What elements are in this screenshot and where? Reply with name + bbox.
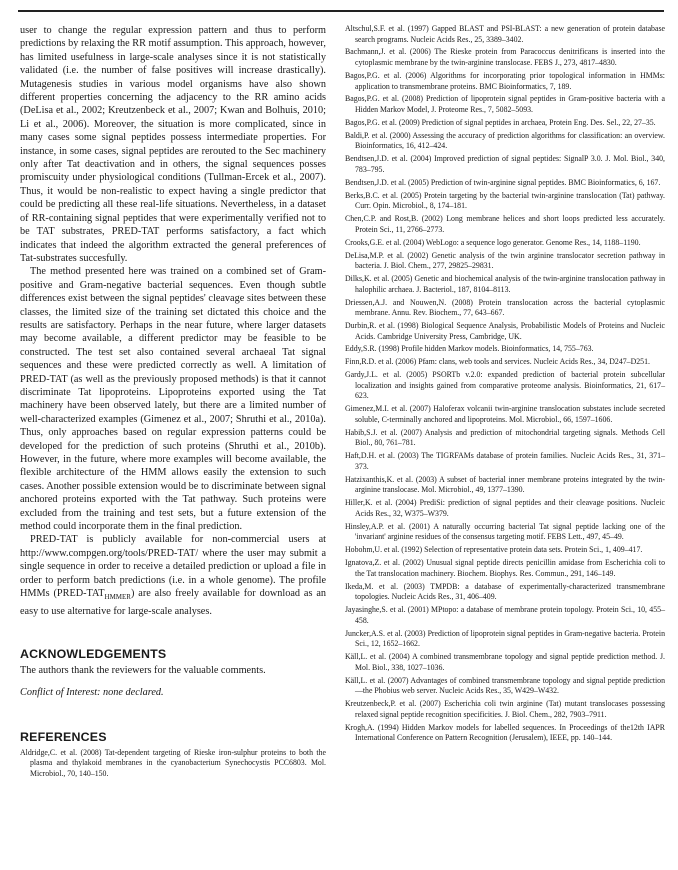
reference-entry: Bagos,P.G. et al. (2008) Prediction of lipoprotein signal peptides in Gram-positive bacteria with a Hidden Markov Model, J. Proteome Res., 7, 5082–5093.	[345, 94, 665, 115]
reference-entry: Bachmann,J. et al. (2006) The Rieske protein from Paracoccus denitrificans is inserted into the cytoplasmic membrane by the twin-arginine translocase. FEBS J., 273, 4817–4830.	[345, 47, 665, 68]
reference-entry: Berks,B.C. et al. (2005) Protein targeting by the bacterial twin-arginine translocation (Tat) pathway. Curr. Opin. Microbiol., 8, 174–181.	[345, 190, 665, 211]
availability-text-after: ) are also freely available for download as an easy to use alternative for large-scale analyses.	[20, 588, 326, 617]
reference-entry: Gardy,J.L. et al. (2005) PSORTb v.2.0: expanded prediction of bacterial protein subcellular localization and insights gained from comparative proteome analysis. Bioinformatics, 21, 617–623.	[345, 370, 665, 401]
reference-entry: Hiller,K. et al. (2004) PrediSi: prediction of signal peptides and their cleavage positions. Nucleic Acids Res., 32, W375–W379.	[345, 498, 665, 518]
acknowledgements-text: The authors thank the reviewers for the valuable comments.	[20, 664, 266, 676]
reference-entry: Käll,L. et al. (2007) Advantages of combined transmembrane topology and signal peptide prediction—the Phobius web server. Nucleic Acids Res., 35, W429–W432.	[345, 675, 665, 696]
left-column	[20, 24, 326, 782]
main-body-text	[20, 24, 326, 618]
reference-entry: Haft,D.H. et al. (2003) The TIGRFAMs database of protein families. Nucleic Acids Res., 31, 371–373.	[345, 451, 665, 471]
reference-entry: Aldridge,C. et al. (2008) Tat-dependent targeting of Rieske iron-sulphur proteins to both the plasma and thylakoid membranes in the cyanobacterium Synechocystis PCC6803. Mol. Microbiol., 70, 140–150.	[20, 747, 326, 778]
top-rule	[18, 10, 664, 12]
reference-entry: Ikeda,M. et al. (2003) TMPDB: a database of experimentally-characterized transmembrane topologies. Nucleic Acids Res., 31, 406–409.	[345, 581, 665, 602]
reference-entry: Kreutzenbeck,P. et al. (2007) Escherichia coli twin arginine (Tat) mutant translocases possessing relaxed signal peptide recognition specificities. J. Biol. Chem., 282, 7903–7911.	[345, 699, 665, 719]
reference-entry: Driessen,A.J. and Nouwen,N. (2008) Protein translocation across the bacterial cytoplasmic membrane. Annu. Rev. Biochem., 77, 643–667.	[345, 297, 665, 318]
reference-entry: Crooks,G.E. et al. (2004) WebLogo: a sequence logo generator. Genome Res., 14, 1188–1190.	[345, 237, 641, 247]
reference-entry: Jayasinghe,S. et al. (2001) MPtopo: a database of membrane protein topology. Protein Sci., 10, 455–458.	[345, 605, 665, 625]
reference-entry: Finn,R.D. et al. (2006) Pfam: clans, web tools and services. Nucleic Acids Res., 34, D247–D251.	[345, 357, 650, 367]
right-column	[345, 24, 665, 746]
reference-entry: Hobohm,U. et al. (1992) Selection of representative protein data sets. Protein Sci., 1, 409–417.	[345, 545, 643, 555]
reference-entry: Krogh,A. (1994) Hidden Markov models for labelled sequences. In Proceedings of the12th IAPR International Conference on Pattern Recognition (Jerusalem), IEEE, pp. 140–144.	[345, 722, 665, 743]
reference-entry: Baldi,P. et al. (2000) Assessing the accuracy of prediction algorithms for classification: an overview. Bioinformatics, 16, 412–424.	[345, 130, 665, 151]
references-heading: REFERENCES	[20, 729, 107, 744]
hmmer-subscript: HMMER	[104, 593, 131, 602]
reference-entry: Hatzixanthis,K. et al. (2003) A subset of bacterial inner membrane proteins integrated by the twin-arginine translocase. Mol. Microbiol., 49, 1377–1390.	[345, 474, 665, 495]
availability-text-before: PRED-TAT is publicly available for non-commercial users at http://www.compgen.org/tools/PRED-TAT/ where the user may submit a single sequence in order to receive a detailed prediction or upload a file in order to perform batch predictions (i.e. in a whole genome). The profile HMMs (PRED-TAT	[20, 534, 326, 600]
references-list-left	[20, 748, 326, 780]
acknowledgements-heading: ACKNOWLEDGEMENTS	[20, 646, 167, 661]
reference-entry: Gimenez,M.I. et al. (2007) Haloferax volcanii twin-arginine translocation substates include secreted soluble, C-terminally anchored and lipoproteins. Mol. Microbiol., 66, 1597–1606.	[345, 404, 665, 424]
references-list-right	[345, 24, 665, 744]
reference-entry: Eddy,S.R. (1998) Profile hidden Markov models. Bioinformatics, 14, 755–763.	[345, 344, 594, 354]
conflict-of-interest: Conflict of Interest: none declared.	[20, 687, 164, 699]
reference-entry: Bendtsen,J.D. et al. (2005) Prediction of twin-arginine signal peptides. BMC Bioinformatics, 6, 167.	[345, 177, 661, 187]
reference-entry: Chen,C.P. and Rost,B. (2002) Long membrane helices and short loops predicted less accurately. Protein Sci., 11, 2766–2773.	[345, 214, 665, 234]
reference-entry: Ignatova,Z. et al. (2002) Unusual signal peptide directs penicillin amidase from Escherichia coli to the Tat translocation machinery. Biochem. Biophys. Res. Commun., 291, 146–149.	[345, 558, 665, 578]
reference-entry: Bagos,P.G. et al. (2006) Algorithms for incorporating prior topological information in HMMs: application to transmembrane proteins. BMC Bioinformatics, 7, 189.	[345, 70, 665, 91]
reference-entry: DeLisa,M.P. et al. (2002) Genetic analysis of the twin arginine translocator secretion pathway in bacteria. J. Biol. Chem., 277, 29825–29831.	[345, 250, 665, 271]
body-paragraph-2: The method presented here was trained on a combined set of Gram-positive and Gram-negative bacterial sequences. Even though subtle differences exist between the signal peptides' cleavage sites between these classes, the limited size of the training set dictated this choice and the results are satisfactory. Perhaps in the near future, where larger datasets may become available, a different predictor may be feasible to be constructed. The test set also contained several archaeal Tat signal sequences and these were predicted correctly as well. A limitation of PRED-TAT (as well as the previously proposed methods) is that it cannot discriminate Tat lipoproteins. Lipoproteins exported using the Tat machinery have been observed lately, but there are a limited number of well-characterized examples (Gimenez et al., 2007; Shruthi et al., 2010a). Thus, only approaches based on regular expression patterns could be developed for the prediction of such proteins (Shruthi et al., 2010b). However, in the future, where more examples will become available, the flexible architecture of the HMM allows easily the extension to such cases. Another possible extension would be to discriminate between signal anchored proteins exported with the Tat pathway. Such proteins were excluded from the training and test sets, but a future extension of the method could incorporate them in the final prediction.	[20, 266, 326, 533]
reference-entry: Bendtsen,J.D. et al. (2004) Improved prediction of signal peptides: SignalP 3.0. J. Mol. Biol., 340, 783–795.	[345, 154, 665, 174]
reference-entry: Durbin,R. et al. (1998) Biological Sequence Analysis, Probabilistic Models of Proteins and Nucleic Acids. Cambridge University Press, Cambridge, UK.	[345, 321, 665, 341]
reference-entry: Juncker,A.S. et al. (2003) Prediction of lipoprotein signal peptides in Gram-negative bacteria. Protein Sci., 12, 1652–1662.	[345, 628, 665, 649]
reference-entry: Bagos,P.G. et al. (2009) Prediction of signal peptides in archaea, Protein Eng. Des. Sel., 22, 27–35.	[345, 117, 656, 127]
reference-entry: Hinsley,A.P. et al. (2001) A naturally occurring bacterial Tat signal peptide lacking one of the 'invariant' arginine residues of the consensus targeting motif. FEBS Lett., 497, 45–49.	[345, 521, 665, 542]
reference-entry: Habib,S.J. et al. (2007) Analysis and prediction of mitochondrial targeting signals. Methods Cell Biol., 80, 761–781.	[345, 427, 665, 448]
reference-entry: Käll,L. et al. (2004) A combined transmembrane topology and signal peptide prediction method. J. Mol. Biol., 338, 1027–1036.	[345, 652, 665, 672]
reference-entry: Altschul,S.F. et al. (1997) Gapped BLAST and PSI-BLAST: a new generation of protein database search programs. Nucleic Acids Res., 25, 3389–3402.	[345, 24, 665, 44]
availability-paragraph	[20, 533, 326, 617]
reference-entry: Dilks,K. et al. (2005) Genetic and biochemical analysis of the twin-arginine translocation pathway in halophilic archaea. J. Bacteriol., 187, 8104–8113.	[345, 274, 665, 294]
body-paragraph-1: user to change the regular expression pattern and thus to perform predictions by relaxing the RR motif assumption. This approach, however, has limited usefulness in large-scale analyses since it is not statistically validated (i.e. the number of false positives will increase drastically). Mutagenesis studies in various model organisms have also shown different properties concerning the adjacency to the RR amino acids (DeLisa et al., 2002; Kreutzenbeck et al., 2007; Kwan and Bolhuis, 2010; Li et al., 2006). Moreover, the situation is more complicated, since in many cases some signal peptides possess intermediate properties. For instance, in some cases, signal peptides are rerouted to the Sec machinery only after Tat deactivation and in others, the signal sequences posses promiscuity under physiological conditions (Tullman-Ercek et al., 2007). Thus, it would be non-realistic to expect having a single predictor that could be predicting all these real-life situations. Nevertheless, in a dataset of RR-containing signal peptides that were experimentally verified not to be TAT substrates, PRED-TAT performs satisfactory, a fact which indicates that indeed the algorithm extracted the general preferences of Tat-substrates succesfully.	[20, 25, 326, 264]
